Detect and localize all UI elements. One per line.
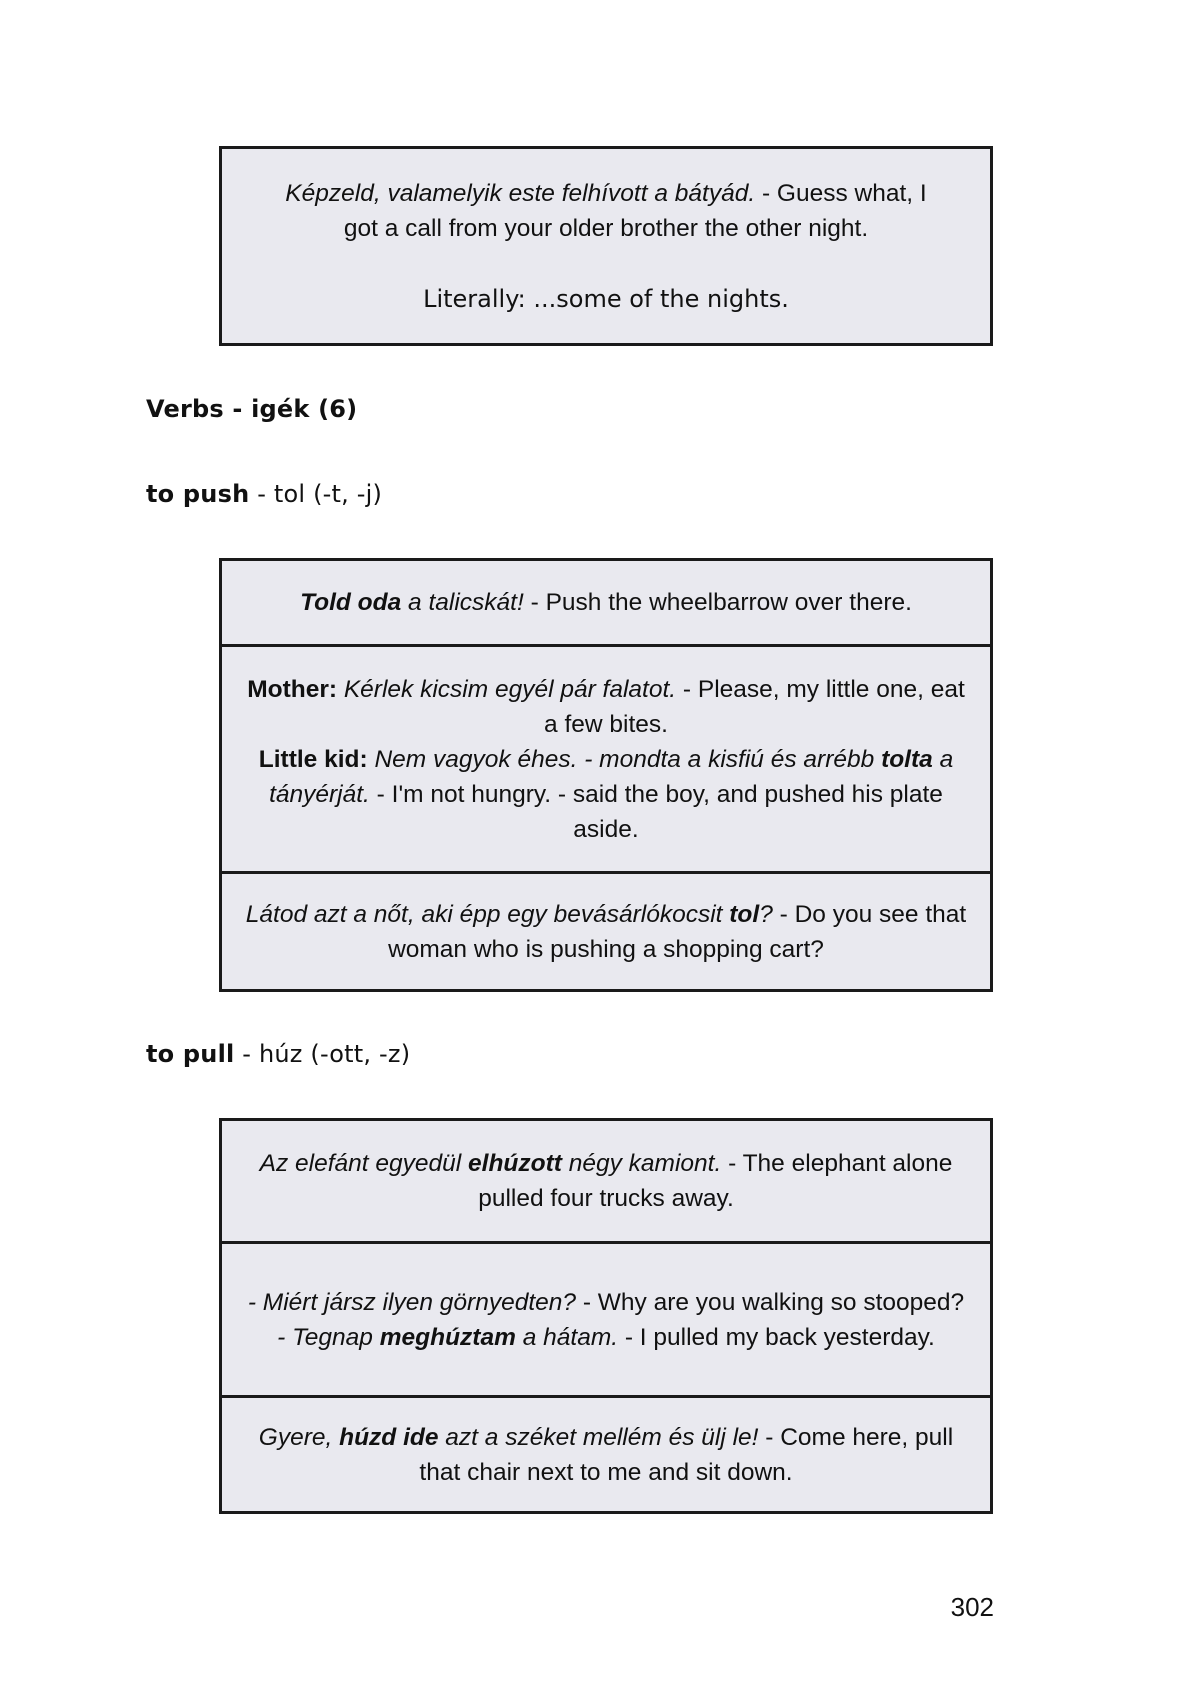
section-title: Verbs - igék (6): [146, 395, 358, 423]
page-number: 302: [950, 1592, 994, 1622]
example-box-top: [219, 146, 993, 346]
example-cell: - Miért jársz ilyen görnyedten? - Why are you walking so stooped? - Tegnap meghúztam a hátam. - I pulled my back yesterday.: [222, 1241, 990, 1395]
example-cell: Az elefánt egyedül elhúzott négy kamiont. - The elephant alone pulled four trucks away.: [259, 1150, 953, 1212]
example-cell: Told oda a talicskát! - Push the wheelbarrow over there.: [300, 589, 912, 616]
example-cell: [222, 149, 990, 343]
example-box-push: [219, 558, 993, 992]
literal-note: Literally: ...some of the nights.: [423, 284, 789, 313]
example-cell: Gyere, húzd ide azt a széket mellém és ülj le! - Come here, pull that chair next to me and sit down.: [222, 1395, 990, 1511]
verb-heading-push: to push - tol (-t, -j): [146, 480, 383, 508]
example-cell: Mother: Kérlek kicsim egyél pár falatot. - Please, my little one, eat a few bites. Little kid: Nem vagyok éhes. - mondta a kisfiú és arrébb tolta a tányérját. - I'm not hungry. - said the boy, and pushed his plate aside.: [222, 644, 990, 871]
verb-heading-pull: to pull - húz (-ott, -z): [146, 1040, 411, 1068]
example-sentence: Képzeld, valamelyik este felhívott a bátyád. - Guess what, I got a call from your older brother the other night.: [285, 179, 927, 242]
example-cell: Látod azt a nőt, aki épp egy bevásárlókocsit tol? - Do you see that woman who is pushing a shopping cart?: [222, 871, 990, 989]
example-box-pull: [219, 1118, 993, 1514]
